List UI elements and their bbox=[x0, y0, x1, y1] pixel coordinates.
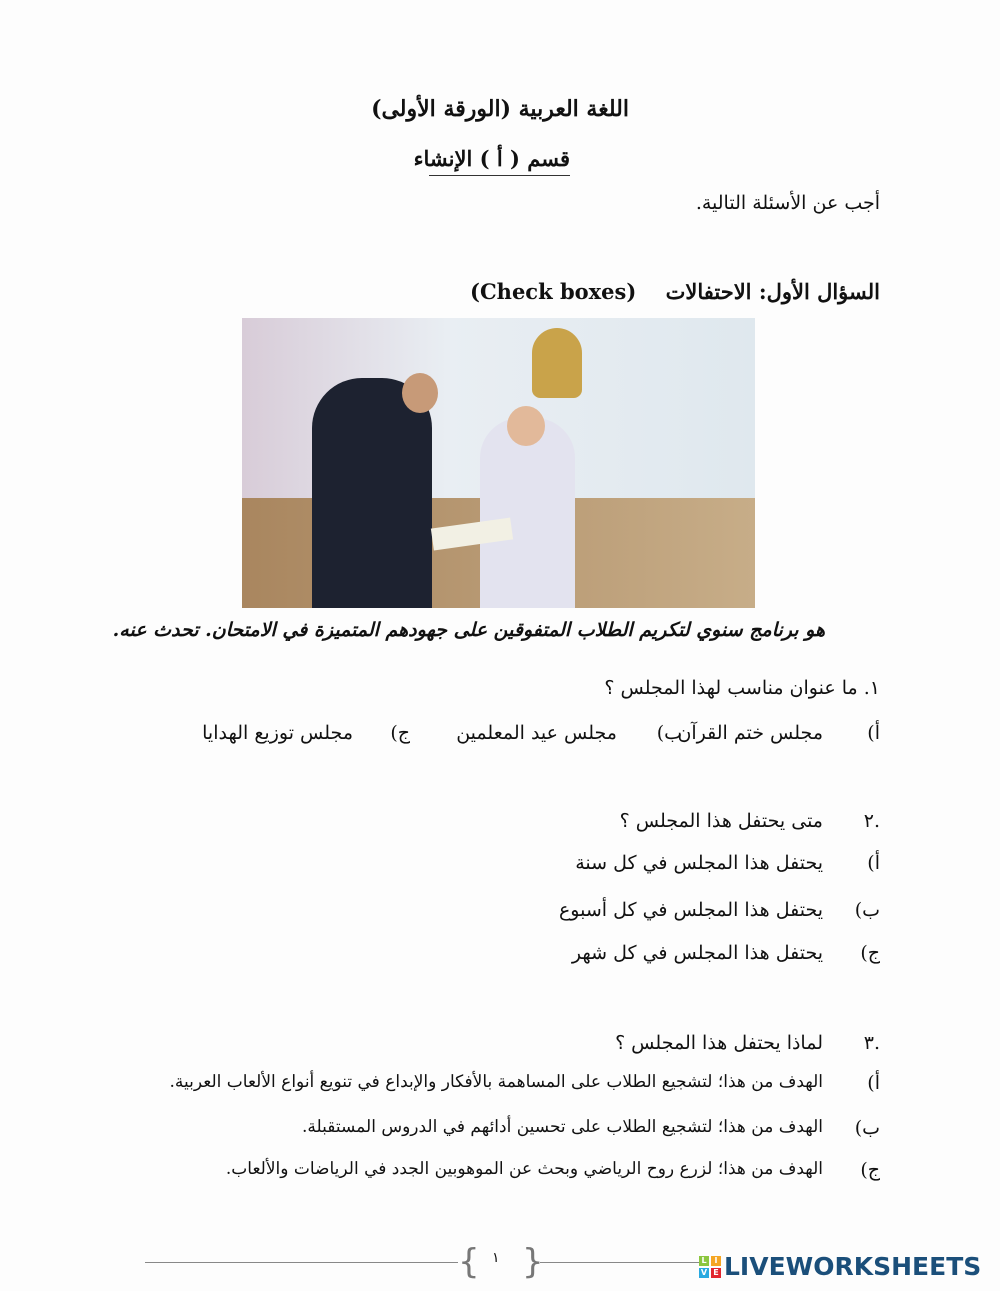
option-letter: ج) bbox=[860, 1159, 880, 1181]
question-heading bbox=[470, 279, 880, 304]
question-number: ١. bbox=[863, 677, 880, 699]
option-1b[interactable]: مجلس عيد المعلمين bbox=[456, 722, 617, 744]
question-heading-tag: (Check boxes) bbox=[470, 279, 637, 304]
option-1c[interactable]: مجلس توزيع الهدايا bbox=[202, 722, 353, 744]
question-number: .٢ bbox=[863, 810, 880, 832]
logo-letter: I bbox=[711, 1256, 721, 1266]
option-letter: ج) bbox=[860, 942, 880, 964]
logo-letter: E bbox=[711, 1268, 721, 1278]
trophy-image bbox=[532, 328, 582, 398]
option-1a[interactable]: مجلس ختم القرآن bbox=[677, 722, 823, 744]
right-bracket: } bbox=[522, 1242, 544, 1282]
logo-letter: V bbox=[700, 1268, 708, 1277]
option-letter: ج) bbox=[390, 722, 410, 744]
option-2c[interactable]: يحتفل هذا المجلس في كل شهر bbox=[571, 942, 823, 964]
man-figure bbox=[312, 378, 432, 608]
boy-figure bbox=[480, 418, 575, 608]
worksheet-title: اللغة العربية (الورقة الأولى) bbox=[371, 96, 629, 122]
question-number: .٣ bbox=[863, 1032, 880, 1054]
option-3a[interactable]: الهدف من هذا؛ لتشجيع الطلاب على المساهمة بالأفكار والإبداع في تنويع أنواع الألعاب العربية. bbox=[169, 1072, 823, 1092]
brand-name: LIVEWORKSHEETS bbox=[724, 1252, 982, 1281]
question-2-text: متى يحتفل هذا المجلس ؟ bbox=[619, 810, 823, 832]
man-head bbox=[402, 373, 438, 413]
footer-divider-right bbox=[540, 1262, 700, 1263]
page-number: ١ bbox=[492, 1250, 500, 1266]
ceremony-photo bbox=[242, 318, 755, 608]
option-letter: ب) bbox=[656, 722, 682, 744]
question-3-text: لماذا يحتفل هذا المجلس ؟ bbox=[615, 1032, 823, 1054]
option-letter: ب) bbox=[854, 1117, 880, 1139]
option-3c[interactable]: الهدف من هذا؛ لزرع روح الرياضي وبحث عن الموهوبين الجدد في الرياضات والألعاب. bbox=[225, 1159, 823, 1179]
option-letter: أ) bbox=[867, 722, 880, 744]
instruction: أجب عن الأسئلة التالية. bbox=[695, 192, 880, 214]
section-title: قسم ( أ ) الإنشاء bbox=[429, 146, 570, 176]
footer-divider-left bbox=[145, 1262, 458, 1263]
left-bracket: { bbox=[458, 1242, 480, 1282]
option-2a[interactable]: يحتفل هذا المجلس في كل سنة bbox=[575, 852, 823, 874]
boy-head bbox=[507, 406, 545, 446]
photo-caption: هو برنامج سنوي لتكريم الطلاب المتفوقين على جهودهم المتميزة في الامتحان. تحدث عنه. bbox=[112, 619, 825, 641]
question-text: ما عنوان مناسب لهذا المجلس ؟ bbox=[604, 677, 858, 699]
question-1 bbox=[604, 677, 880, 699]
option-3b[interactable]: الهدف من هذا؛ لتشجيع الطلاب على تحسين أدائهم في الدروس المستقبلة. bbox=[302, 1117, 823, 1137]
liveworksheets-logo[interactable] bbox=[698, 1252, 981, 1281]
logo-icon bbox=[698, 1255, 722, 1279]
option-letter: أ) bbox=[867, 852, 880, 874]
logo-letter: L bbox=[699, 1256, 709, 1266]
option-letter: ب) bbox=[854, 899, 880, 921]
option-letter: أ) bbox=[867, 1072, 880, 1094]
option-2b[interactable]: يحتفل هذا المجلس في كل أسبوع bbox=[558, 899, 823, 921]
question-heading-text: السؤال الأول: الاحتفالات bbox=[665, 279, 880, 304]
